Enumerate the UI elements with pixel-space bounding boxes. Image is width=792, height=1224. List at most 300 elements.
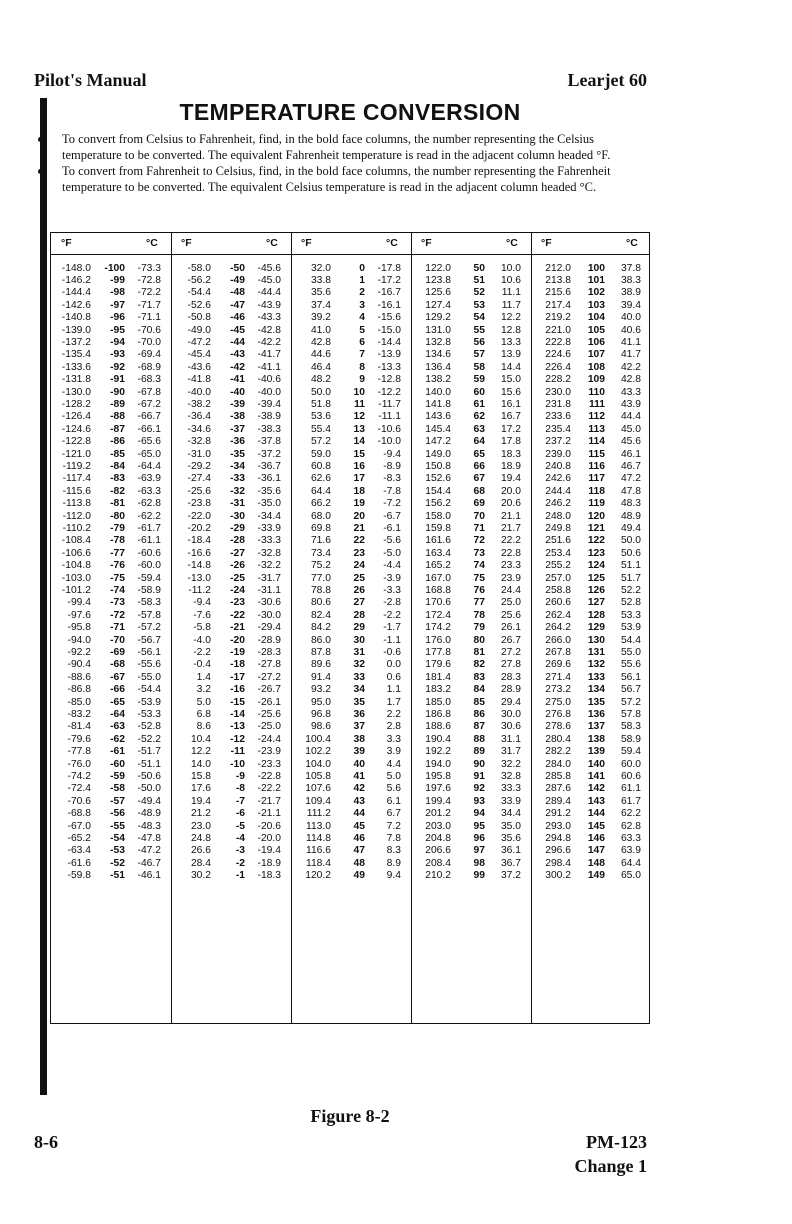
fahrenheit-value: 199.4 (425, 795, 451, 807)
celsius-value: 48.3 (620, 497, 641, 509)
fahrenheit-value: 118.4 (305, 857, 331, 869)
reference-temperature: 97 (473, 845, 485, 857)
table-row (51, 721, 649, 733)
fahrenheit-value: 69.8 (310, 523, 331, 535)
reference-temperature: -6 (235, 807, 245, 819)
reference-temperature: 119 (588, 497, 605, 509)
reference-temperature: -48 (230, 287, 245, 299)
fahrenheit-value: 158.0 (425, 511, 451, 522)
reference-temperature: -4 (235, 833, 245, 845)
celsius-value: -54.4 (137, 683, 161, 695)
reference-temperature: 93 (473, 795, 485, 807)
celsius-value: 55.6 (620, 659, 641, 671)
reference-temperature: 71 (473, 523, 485, 535)
fahrenheit-value: 8.6 (196, 721, 211, 733)
celsius-value: 19.4 (500, 473, 521, 485)
reference-temperature: -57 (110, 795, 125, 807)
reference-temperature: 31 (353, 647, 365, 659)
celsius-value: -8.3 (383, 473, 401, 485)
celsius-value: -48.9 (137, 807, 161, 819)
reference-temperature: 102 (587, 287, 605, 299)
reference-temperature: 79 (473, 621, 485, 633)
celsius-value: -28.9 (257, 635, 281, 646)
celsius-value: -62.8 (137, 497, 161, 509)
fahrenheit-value: 93.2 (310, 683, 331, 695)
table-row (51, 796, 649, 808)
reference-temperature: -84 (110, 461, 125, 473)
fahrenheit-value: 53.6 (310, 411, 331, 423)
table-row (51, 672, 649, 684)
fahrenheit-value: 226.4 (545, 361, 571, 373)
reference-temperature: 63 (473, 423, 485, 435)
fahrenheit-value: -144.4 (61, 287, 91, 299)
reference-temperature: 45 (353, 821, 365, 832)
celsius-value: -57.8 (137, 609, 161, 621)
celsius-value: -30.6 (257, 597, 281, 609)
fahrenheit-value: -43.6 (187, 361, 211, 373)
celsius-value: -69.4 (137, 349, 161, 361)
celsius-value: 18.9 (500, 461, 521, 473)
reference-temperature: 109 (587, 373, 605, 385)
fahrenheit-value: -76.0 (67, 759, 91, 770)
celsius-value: -27.2 (257, 671, 281, 683)
reference-temperature: 84 (473, 683, 485, 695)
celsius-value: -70.0 (137, 337, 161, 349)
fahrenheit-value: 107.6 (305, 783, 331, 795)
reference-temperature: -95 (110, 325, 125, 336)
celsius-value: -50.0 (137, 783, 161, 795)
reference-temperature: -34 (230, 461, 245, 473)
reference-temperature: -91 (110, 373, 125, 385)
celsius-value: 60.0 (620, 759, 641, 770)
celsius-value: -50.6 (137, 771, 161, 783)
reference-temperature: -13 (230, 721, 245, 733)
reference-temperature: 117 (588, 473, 605, 485)
fahrenheit-value: 91.4 (310, 671, 331, 683)
fahrenheit-value: 237.2 (545, 435, 571, 447)
conversion-table (50, 232, 650, 1024)
fahrenheit-value: 71.6 (310, 535, 331, 547)
fahrenheit-value: 147.2 (425, 435, 451, 447)
fahrenheit-value: 17.6 (190, 783, 211, 795)
reference-temperature: 12 (353, 411, 365, 423)
fahrenheit-value: 66.2 (310, 497, 331, 509)
fahrenheit-value: -52.6 (187, 299, 211, 311)
fahrenheit-value: 41.0 (310, 325, 331, 336)
celsius-value: -2.2 (383, 609, 401, 621)
celsius-value: 51.7 (620, 573, 641, 584)
reference-temperature: 129 (587, 621, 605, 633)
column-header-row (51, 233, 649, 255)
celsius-value: -66.1 (137, 423, 161, 435)
celsius-value: 43.3 (620, 387, 641, 398)
fahrenheit-value: -79.6 (67, 733, 91, 745)
celsius-value: 40.6 (620, 325, 641, 336)
celsius-value: 10.6 (500, 275, 521, 287)
fahrenheit-value: -106.6 (61, 547, 91, 559)
reference-temperature: -85 (110, 449, 125, 460)
celsius-value: -40.6 (257, 373, 281, 385)
fahrenheit-value: -14.8 (187, 559, 211, 571)
fahrenheit-value: 264.2 (545, 621, 571, 633)
fahrenheit-value: -128.2 (61, 399, 91, 411)
reference-temperature: 39 (353, 745, 365, 757)
column-label-fahrenheit: °F (301, 237, 312, 249)
reference-temperature: 135 (587, 697, 605, 708)
fahrenheit-value: 48.2 (310, 373, 331, 385)
celsius-value: -4.4 (383, 559, 401, 571)
reference-temperature: -33 (230, 473, 245, 485)
celsius-value: -71.7 (137, 299, 161, 311)
column-label-celsius: °C (386, 237, 398, 249)
fahrenheit-value: -65.2 (67, 833, 91, 845)
celsius-value: -35.0 (257, 497, 281, 509)
reference-temperature: 7 (359, 349, 365, 361)
celsius-value: -19.4 (257, 845, 281, 857)
fahrenheit-value: 1.4 (196, 671, 211, 683)
reference-temperature: 56 (473, 337, 485, 349)
fahrenheit-value: -131.8 (61, 373, 91, 385)
reference-temperature: -49 (230, 275, 245, 287)
reference-temperature: 9 (359, 373, 365, 385)
celsius-value: -72.8 (137, 275, 161, 287)
celsius-value: 31.7 (500, 745, 521, 757)
celsius-value: 64.4 (620, 857, 641, 869)
reference-temperature: 80 (473, 635, 485, 646)
reference-temperature: -73 (110, 597, 125, 609)
celsius-value: -7.2 (383, 497, 401, 509)
celsius-value: 16.7 (500, 411, 521, 423)
reference-temperature: 126 (587, 585, 605, 597)
celsius-value: -46.7 (137, 857, 161, 869)
reference-temperature: 60 (473, 387, 485, 398)
reference-temperature: -15 (230, 697, 245, 708)
fahrenheit-value: -139.0 (61, 325, 91, 336)
celsius-value: -57.2 (137, 621, 161, 633)
fahrenheit-value: 239.0 (545, 449, 571, 460)
fahrenheit-value: 132.8 (425, 337, 451, 349)
column-label-celsius: °C (506, 237, 518, 249)
table-row (51, 560, 649, 572)
fahrenheit-value: 87.8 (310, 647, 331, 659)
fahrenheit-value: -34.6 (187, 423, 211, 435)
reference-temperature: -39 (230, 399, 245, 411)
celsius-value: 30.0 (500, 709, 521, 721)
reference-temperature: -17 (230, 671, 245, 683)
reference-temperature: 99 (473, 869, 485, 881)
table-row (51, 759, 649, 771)
celsius-value: 47.2 (620, 473, 641, 485)
celsius-value: 31.1 (500, 733, 521, 745)
reference-temperature: -74 (110, 585, 125, 597)
celsius-value: -56.1 (137, 647, 161, 659)
fahrenheit-value: -31.0 (187, 449, 211, 460)
reference-temperature: -51 (110, 869, 125, 881)
reference-temperature: -86 (110, 435, 125, 447)
reference-temperature: 95 (473, 821, 485, 832)
reference-temperature: -72 (110, 609, 125, 621)
table-row (51, 387, 649, 399)
fahrenheit-value: 258.8 (545, 585, 571, 597)
fahrenheit-value: 192.2 (425, 745, 451, 757)
fahrenheit-value: -11.2 (188, 585, 211, 597)
celsius-value: -5.6 (383, 535, 401, 547)
fahrenheit-value: 39.2 (310, 311, 331, 323)
celsius-value: 8.3 (386, 845, 401, 857)
celsius-value: -18.9 (257, 857, 281, 869)
table-row (51, 659, 649, 671)
reference-temperature: 2 (359, 287, 365, 299)
fahrenheit-value: 165.2 (425, 559, 451, 571)
celsius-value: -67.8 (137, 387, 161, 398)
celsius-value: -44.4 (257, 287, 281, 299)
fahrenheit-value: 260.6 (545, 597, 571, 609)
reference-temperature: -2 (235, 857, 245, 869)
celsius-value: -0.6 (383, 647, 401, 659)
row-group (51, 263, 649, 325)
celsius-value: 37.8 (620, 263, 641, 274)
fahrenheit-value: 113.0 (305, 821, 331, 832)
fahrenheit-value: 116.6 (305, 845, 331, 857)
reference-temperature: -96 (110, 311, 125, 323)
table-row (51, 424, 649, 436)
reference-temperature: 26 (353, 585, 365, 597)
fahrenheit-value: -126.4 (61, 411, 91, 423)
reference-temperature: 69 (473, 497, 485, 509)
reference-temperature: 61 (473, 399, 485, 411)
celsius-value: -16.1 (377, 299, 401, 311)
celsius-value: 20.0 (500, 485, 521, 497)
table-row (51, 734, 649, 746)
celsius-value: -47.8 (137, 833, 161, 845)
column-label-fahrenheit: °F (541, 237, 552, 249)
reference-temperature: 27 (353, 597, 365, 609)
reference-temperature: 130 (587, 635, 605, 646)
reference-temperature: 3 (359, 299, 365, 311)
celsius-value: -42.2 (257, 337, 281, 349)
celsius-value: -11.1 (378, 411, 401, 423)
celsius-value: -53.9 (137, 697, 161, 708)
celsius-value: 41.7 (620, 349, 641, 361)
reference-temperature: 139 (587, 745, 605, 757)
celsius-value: -9.4 (383, 449, 401, 460)
reference-temperature: -20 (230, 635, 245, 646)
fahrenheit-value: -9.4 (193, 597, 211, 609)
fahrenheit-value: 176.0 (425, 635, 451, 646)
fahrenheit-value: 12.2 (190, 745, 211, 757)
reference-temperature: 47 (353, 845, 365, 857)
celsius-value: 28.9 (500, 683, 521, 695)
fahrenheit-value: 14.0 (190, 759, 211, 770)
reference-temperature: 28 (353, 609, 365, 621)
fahrenheit-value: 255.2 (545, 559, 571, 571)
celsius-value: 15.6 (500, 387, 521, 398)
fahrenheit-value: 75.2 (310, 559, 331, 571)
table-row (51, 746, 649, 758)
fahrenheit-value: 77.0 (310, 573, 331, 584)
reference-temperature: -36 (230, 435, 245, 447)
table-row (51, 697, 649, 709)
fahrenheit-value: 267.8 (545, 647, 571, 659)
reference-temperature: 75 (473, 573, 485, 584)
fahrenheit-value: 217.4 (545, 299, 571, 311)
reference-temperature: -54 (110, 833, 125, 845)
celsius-value: 53.9 (620, 621, 641, 633)
celsius-value: -72.2 (137, 287, 161, 299)
celsius-value: 5.6 (386, 783, 401, 795)
celsius-value: -8.9 (383, 461, 401, 473)
fahrenheit-value: -104.8 (61, 559, 91, 571)
column-divider (171, 233, 172, 1023)
reference-temperature: 22 (353, 535, 365, 547)
reference-temperature: -88 (110, 411, 125, 423)
table-row (51, 275, 649, 287)
header-aircraft-model: Learjet 60 (567, 70, 647, 90)
fahrenheit-value: 84.2 (310, 621, 331, 633)
reference-temperature: 104 (587, 311, 605, 323)
fahrenheit-value: 294.8 (545, 833, 571, 845)
celsius-value: -49.4 (137, 795, 161, 807)
reference-temperature: -65 (110, 697, 125, 708)
fahrenheit-value: -2.2 (193, 647, 211, 659)
reference-temperature: 73 (473, 547, 485, 559)
fahrenheit-value: 212.0 (545, 263, 571, 274)
celsius-value: 52.2 (620, 585, 641, 597)
reference-temperature: 111 (588, 399, 605, 411)
fahrenheit-value: -13.0 (187, 573, 211, 584)
instructions-list (34, 132, 656, 196)
celsius-value: 10.0 (500, 263, 521, 274)
fahrenheit-value: 179.6 (425, 659, 451, 671)
reference-temperature: 59 (473, 373, 485, 385)
fahrenheit-value: 262.4 (545, 609, 571, 621)
fahrenheit-value: 276.8 (545, 709, 571, 721)
reference-temperature: -94 (110, 337, 125, 349)
reference-temperature: 141 (587, 771, 605, 783)
fahrenheit-value: 50.0 (310, 387, 331, 398)
celsius-value: 2.8 (386, 721, 401, 733)
reference-temperature: 41 (353, 771, 365, 783)
fahrenheit-value: 203.0 (425, 821, 451, 832)
fahrenheit-value: -88.6 (67, 671, 91, 683)
celsius-value: -53.3 (137, 709, 161, 721)
celsius-value: -3.3 (383, 585, 401, 597)
reference-temperature: -78 (110, 535, 125, 547)
celsius-value: -61.7 (137, 523, 161, 535)
celsius-value: 6.7 (386, 807, 401, 819)
table-row (51, 548, 649, 560)
celsius-value: -42.8 (257, 325, 281, 336)
fahrenheit-value: -49.0 (187, 325, 211, 336)
reference-temperature: 37 (353, 721, 365, 733)
table-row (51, 783, 649, 795)
fahrenheit-value: 201.2 (425, 807, 451, 819)
fahrenheit-value: 293.0 (545, 821, 571, 832)
reference-temperature: 50 (473, 263, 485, 274)
fahrenheit-value: 233.6 (545, 411, 571, 423)
fahrenheit-value: 174.2 (425, 621, 451, 633)
fahrenheit-value: -86.8 (67, 683, 91, 695)
celsius-value: 60.6 (620, 771, 641, 783)
fahrenheit-value: 278.6 (545, 721, 571, 733)
table-row (51, 411, 649, 423)
celsius-value: 4.4 (386, 759, 401, 770)
celsius-value: -60.6 (137, 547, 161, 559)
fahrenheit-value: 210.2 (425, 869, 451, 881)
celsius-value: 27.8 (500, 659, 521, 671)
fahrenheit-value: -146.2 (61, 275, 91, 287)
fahrenheit-value: -4.0 (193, 635, 211, 646)
fahrenheit-value: 114.8 (305, 833, 331, 845)
celsius-value: -13.3 (377, 361, 401, 373)
fahrenheit-value: 204.8 (425, 833, 451, 845)
celsius-value: -41.1 (257, 361, 281, 373)
table-row (51, 771, 649, 783)
fahrenheit-value: -101.2 (61, 585, 91, 597)
reference-temperature: 43 (353, 795, 365, 807)
reference-temperature: 145 (587, 821, 605, 832)
celsius-value: -45.0 (257, 275, 281, 287)
table-row (51, 610, 649, 622)
fahrenheit-value: -41.8 (187, 373, 211, 385)
reference-temperature: 6 (359, 337, 365, 349)
fahrenheit-value: -23.8 (187, 497, 211, 509)
fahrenheit-value: 172.4 (425, 609, 451, 621)
celsius-value: 15.0 (500, 373, 521, 385)
reference-temperature: 10 (353, 387, 365, 398)
fahrenheit-value: -54.4 (187, 287, 211, 299)
celsius-value: 12.2 (500, 311, 521, 323)
celsius-value: -68.3 (137, 373, 161, 385)
celsius-value: -27.8 (257, 659, 281, 671)
reference-temperature: 23 (353, 547, 365, 559)
row-group (51, 387, 649, 449)
celsius-value: -1.1 (383, 635, 401, 646)
celsius-value: 34.4 (500, 807, 521, 819)
fahrenheit-value: 64.4 (310, 485, 331, 497)
reference-temperature: -10 (230, 759, 245, 770)
reference-temperature: -89 (110, 399, 125, 411)
celsius-value: -18.3 (257, 869, 281, 881)
reference-temperature: 11 (354, 399, 365, 411)
celsius-value: 3.3 (386, 733, 401, 745)
reference-temperature: -99 (110, 275, 125, 287)
fahrenheit-value: 208.4 (425, 857, 451, 869)
celsius-value: 51.1 (620, 559, 641, 571)
column-label-celsius: °C (626, 237, 638, 249)
celsius-value: 20.6 (500, 497, 521, 509)
reference-temperature: 86 (473, 709, 485, 721)
reference-temperature: -55 (110, 821, 125, 832)
fahrenheit-value: -40.0 (187, 387, 211, 398)
reference-temperature: -69 (110, 647, 125, 659)
reference-temperature: 81 (473, 647, 485, 659)
celsius-value: 18.3 (500, 449, 521, 460)
table-row (51, 461, 649, 473)
column-label-celsius: °C (266, 237, 278, 249)
fahrenheit-value: -110.2 (62, 523, 91, 535)
reference-temperature: -50 (230, 263, 245, 274)
reference-temperature: 103 (587, 299, 605, 311)
fahrenheit-value: -72.4 (67, 783, 91, 795)
celsius-value: 53.3 (620, 609, 641, 621)
table-row (51, 436, 649, 448)
fahrenheit-value: 5.0 (196, 697, 211, 708)
celsius-value: -31.1 (257, 585, 281, 597)
fahrenheit-value: -121.0 (61, 449, 91, 460)
celsius-value: -65.6 (137, 435, 161, 447)
reference-temperature: 112 (588, 411, 605, 423)
